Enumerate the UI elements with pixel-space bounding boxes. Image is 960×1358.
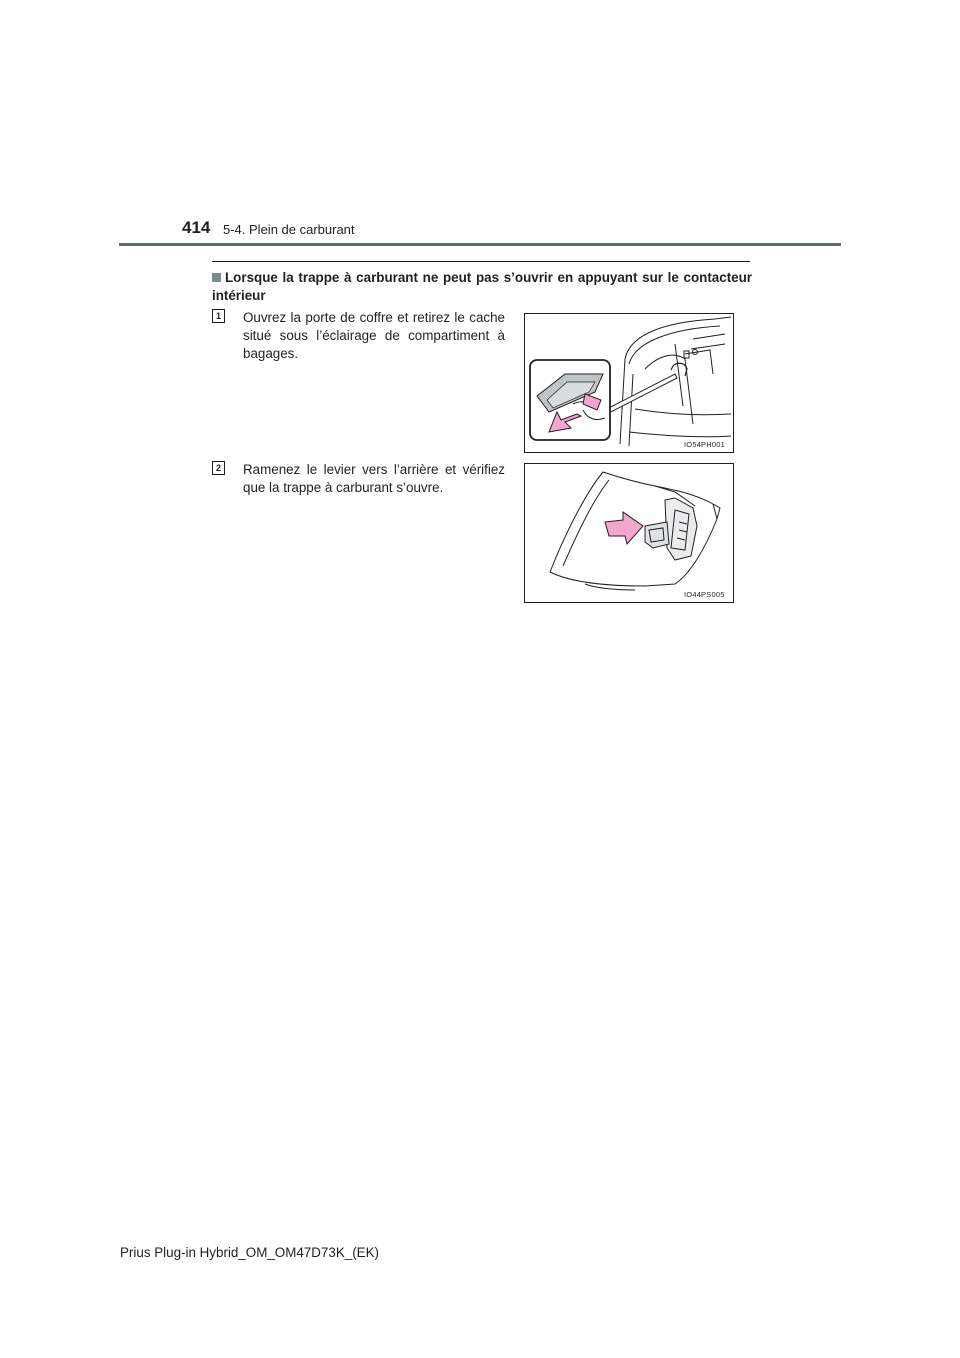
section-title: 5-4. Plein de carburant <box>223 222 355 237</box>
footer-document-id: Prius Plug-in Hybrid_OM_OM47D73K_(EK) <box>120 1245 379 1260</box>
header-rule <box>119 243 841 246</box>
step-text-1: Ouvrez la porte de coffre et retirez le cache situé sous l’éclairage de compartiment à bagages. <box>243 310 505 361</box>
figure-code-2: IO44PS005 <box>684 590 725 599</box>
step-marker-2: 2 <box>212 461 225 475</box>
figure-fuel-lever <box>524 463 734 603</box>
square-bullet-icon <box>212 273 221 282</box>
section-heading <box>212 269 752 305</box>
fuel-lever-illustration <box>525 464 733 602</box>
page-number: 414 <box>182 218 211 237</box>
section-heading-text: Lorsque la trappe à carburant ne peut pas s’ouvrir en appuyant sur le contacteur intérieur <box>212 270 752 303</box>
step-marker-1: 1 <box>212 309 225 323</box>
step-text-2: Ramenez le levier vers l’arrière et vérifiez que la trappe à carburant s’ouvre. <box>243 462 505 495</box>
section-rule <box>212 261 750 262</box>
trunk-cover-illustration <box>525 314 733 452</box>
figure-code-1: IO54PH001 <box>684 440 725 449</box>
figure-trunk-cover <box>524 313 734 453</box>
